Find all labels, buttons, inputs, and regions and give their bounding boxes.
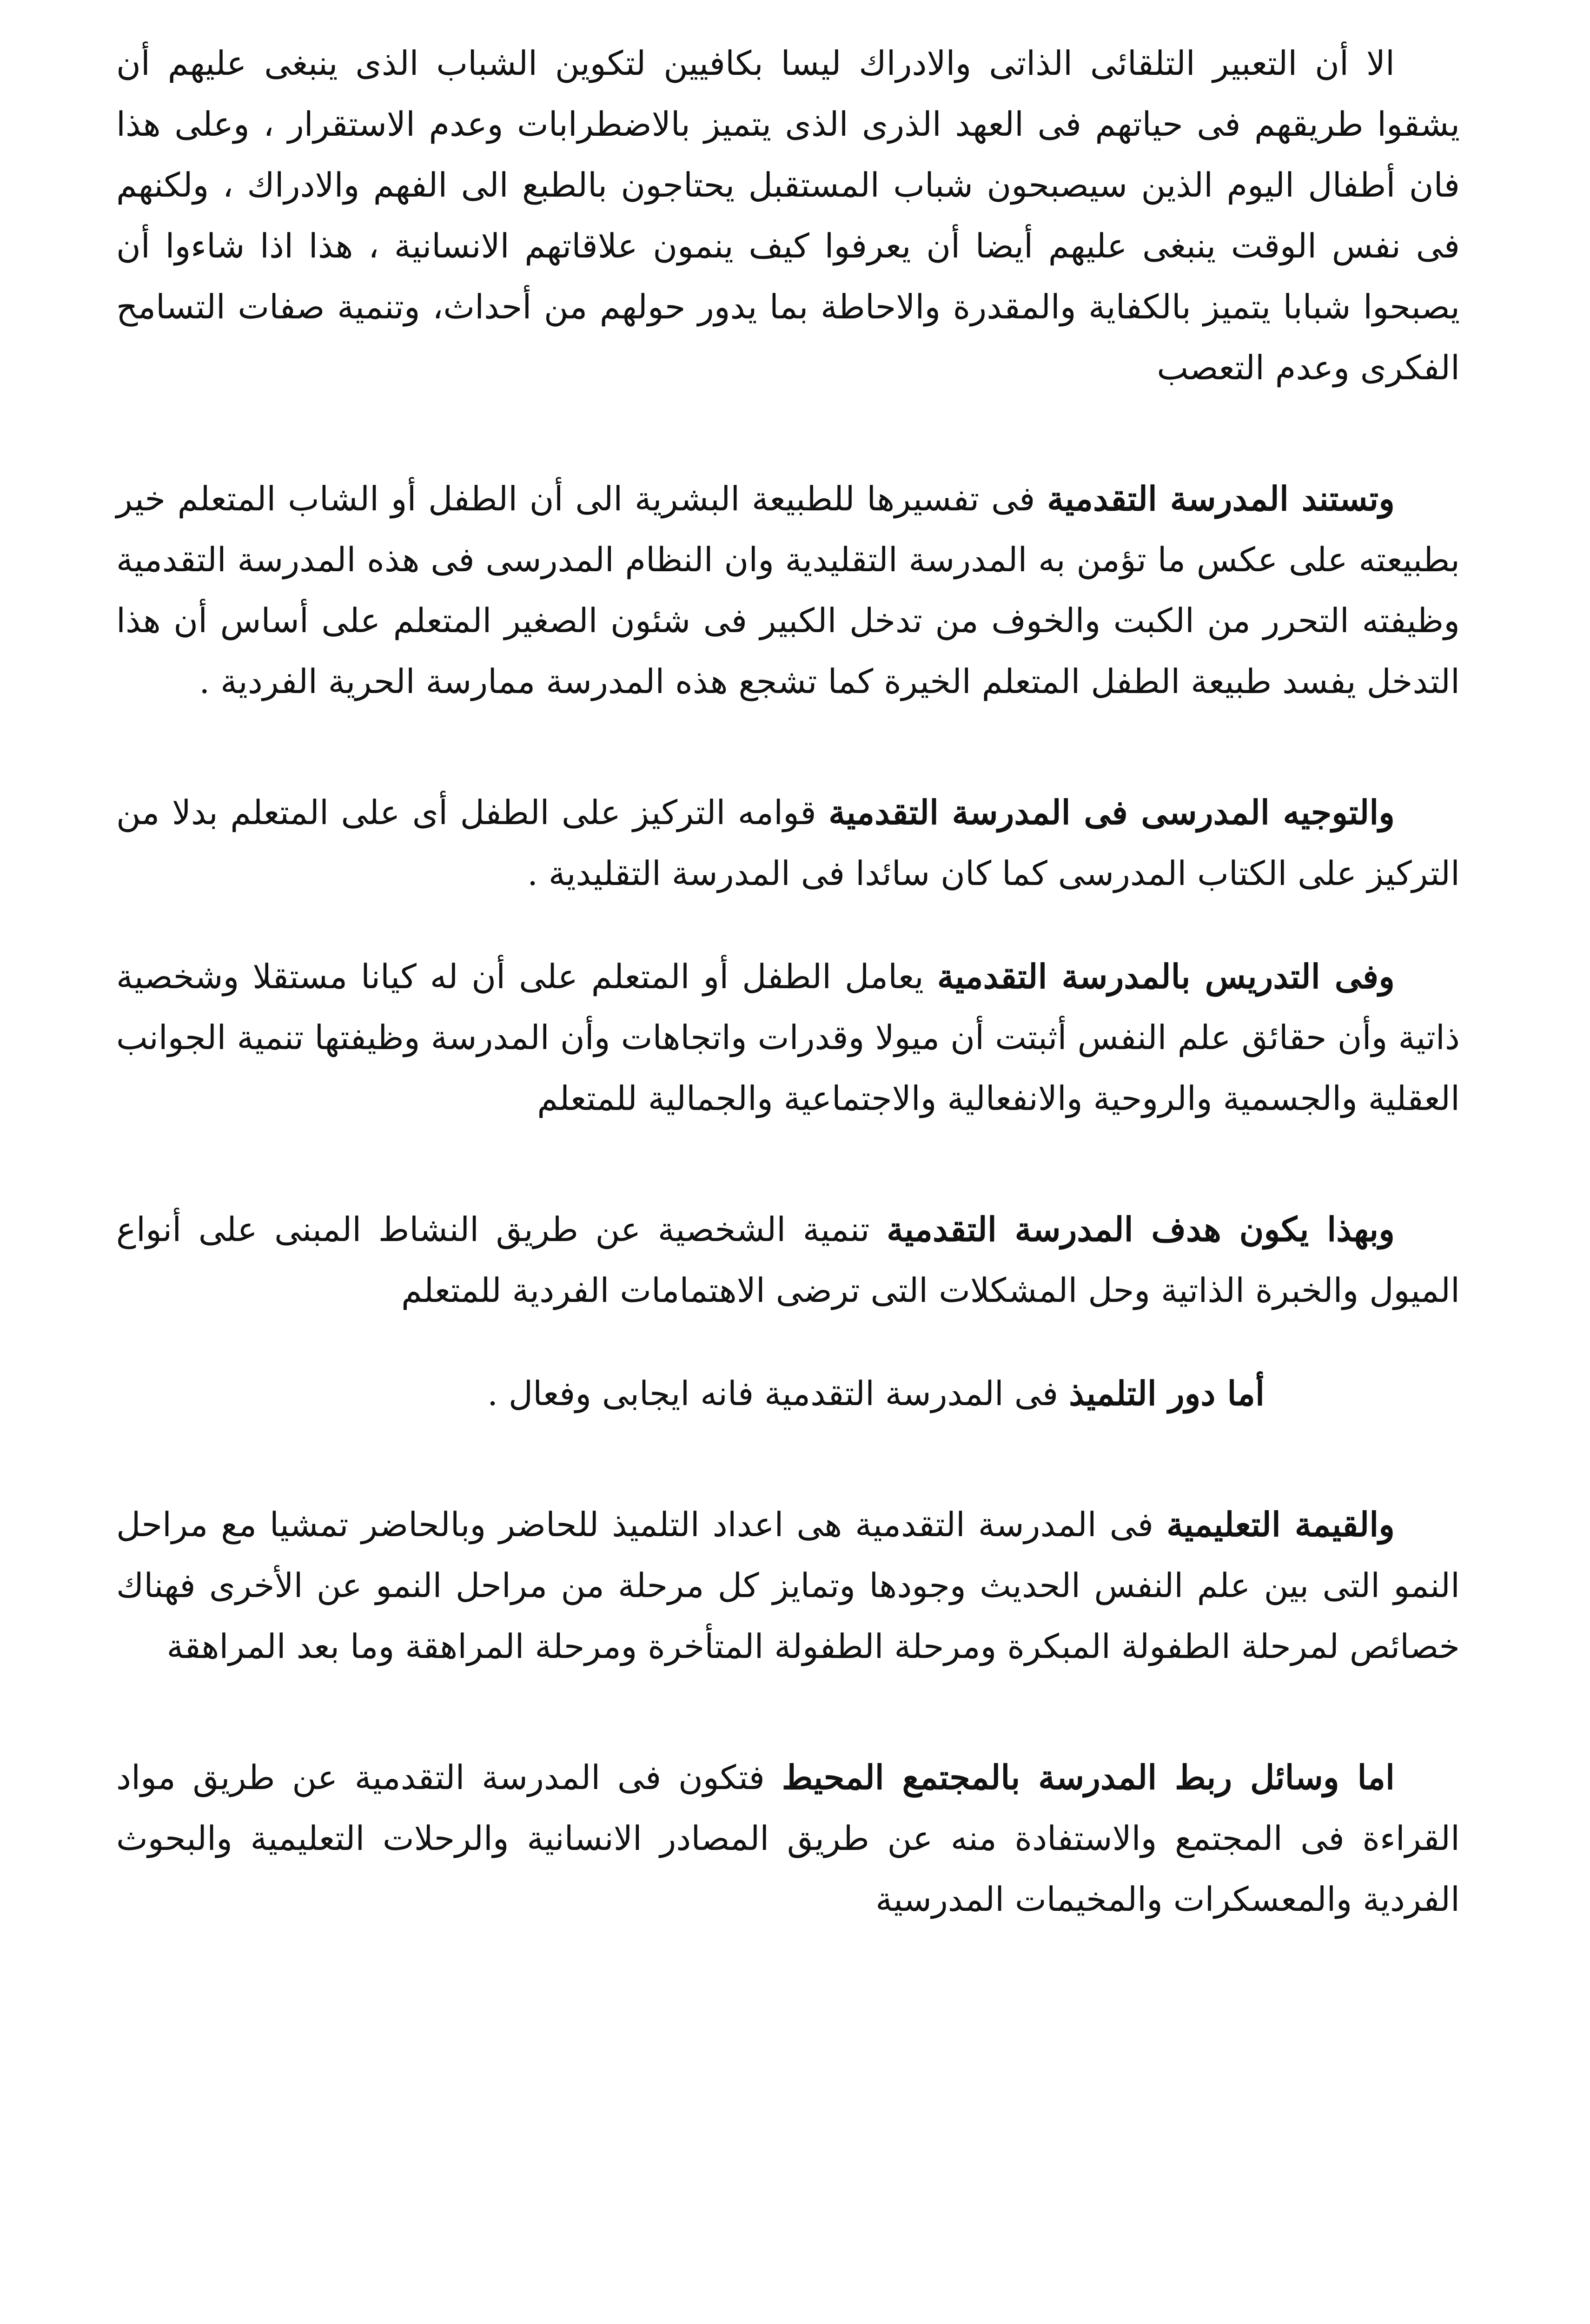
paragraph-lead: والقيمة التعليمية — [1166, 1505, 1395, 1544]
paragraph-text: يعامل الطفل أو المتعلم على أن له كيانا مستقلا وشخصية ذاتية وأن حقائق علم النفس أثبتت أن ميولا وقدرات واتجاهات وأن المدرسة وظيفتها تنمية الجوانب العقلية والجسمية والروحية والانفعالية والاجتماعية والجمالية للمتعلم — [116, 957, 1460, 1118]
paragraph-text: فى المدرسة التقدمية فانه ايجابى وفعال . — [487, 1374, 1069, 1413]
document-page — [116, 33, 1460, 2324]
paragraph-text: فى المدرسة التقدمية هى اعداد التلميذ للحاضر وبالحاضر تمشيا مع مراحل النمو التى بين علم النفس الحديث وجودها وتمايز كل مرحلة من مراحل النمو عن الأخرى فهناك خصائص لمرحلة الطفولة المبكرة ومرحلة الطفولة المتأخرة ومرحلة المراهقة وما بعد المراهقة — [116, 1505, 1460, 1666]
paragraph-lead: وفى التدريس بالمدرسة التقدمية — [937, 957, 1395, 996]
paragraph-lead: أما دور التلميذ — [1069, 1373, 1265, 1413]
paragraph-atomic-age-youth — [116, 33, 1460, 398]
paragraph-progressive-school-nature — [116, 468, 1460, 712]
paragraph-teaching — [116, 946, 1460, 1129]
paragraph-lead: وبهذا يكون هدف المدرسة التقدمية — [887, 1209, 1395, 1249]
paragraph-school-goal — [116, 1199, 1460, 1321]
paragraph-lead: والتوجيه المدرسى فى المدرسة التقدمية — [828, 792, 1395, 832]
paragraph-text: الا أن التعبير التلقائى الذاتى والادراك ليسا بكافيين لتكوين الشباب الذى ينبغى عليهم أن يشقوا طريقهم فى حياتهم فى العهد الذرى الذى يتميز بالاضطرابات وعدم الاستقرار ، وعلى هذا فان أطفال اليوم الذين سيصبحون شباب المستقبل يحتاجون بالطبع الى الفهم والادراك ، ولكنهم فى نفس الوقت ينبغى عليهم أيضا أن يعرفوا كيف ينمون علاقاتهم الانسانية ، هذا اذا شاءوا أن يصبحوا شبابا يتميز بالكفاية والمقدرة والاحاطة بما يدور حولهم من أحداث، وتنمية صفات التسامح الفكرى وعدم التعصب — [116, 44, 1460, 387]
paragraph-lead: وتستند المدرسة التقدمية — [1047, 479, 1395, 518]
paragraph-student-role — [116, 1363, 1460, 1424]
paragraph-text: تنمية الشخصية عن طريق النشاط المبنى على أنواع الميول والخبرة الذاتية وحل المشكلات التى ترضى الاهتمامات الفردية للمتعلم — [116, 1210, 1460, 1310]
paragraph-text: قوامه التركيز على الطفل أى على المتعلم بدلا من التركيز على الكتاب المدرسى كما كان سائدا فى المدرسة التقليدية . — [116, 793, 1460, 893]
paragraph-school-guidance — [116, 782, 1460, 904]
paragraph-educational-value — [116, 1494, 1460, 1677]
paragraph-text: فتكون فى المدرسة التقدمية عن طريق مواد القراءة فى المجتمع والاستفادة منه عن طريق المصادر الانسانية والرحلات التعليمية والبحوث الفردية والمعسكرات والمخيمات المدرسية — [116, 1758, 1460, 1919]
paragraph-text: فى تفسيرها للطبيعة البشرية الى أن الطفل أو الشاب المتعلم خير بطبيعته على عكس ما تؤمن به المدرسة التقليدية وان النظام المدرسى فى هذه المدرسة التقدمية وظيفته التحرر من الكبت والخوف من تدخل الكبير فى شئون الصغير المتعلم على أساس أن هذا التدخل يفسد طبيعة الطفل المتعلم الخيرة كما تشجع هذه المدرسة ممارسة الحرية الفردية . — [116, 479, 1460, 701]
paragraph-lead: اما وسائل ربط المدرسة بالمجتمع المحيط — [782, 1757, 1395, 1797]
paragraph-community-link — [116, 1747, 1460, 1930]
